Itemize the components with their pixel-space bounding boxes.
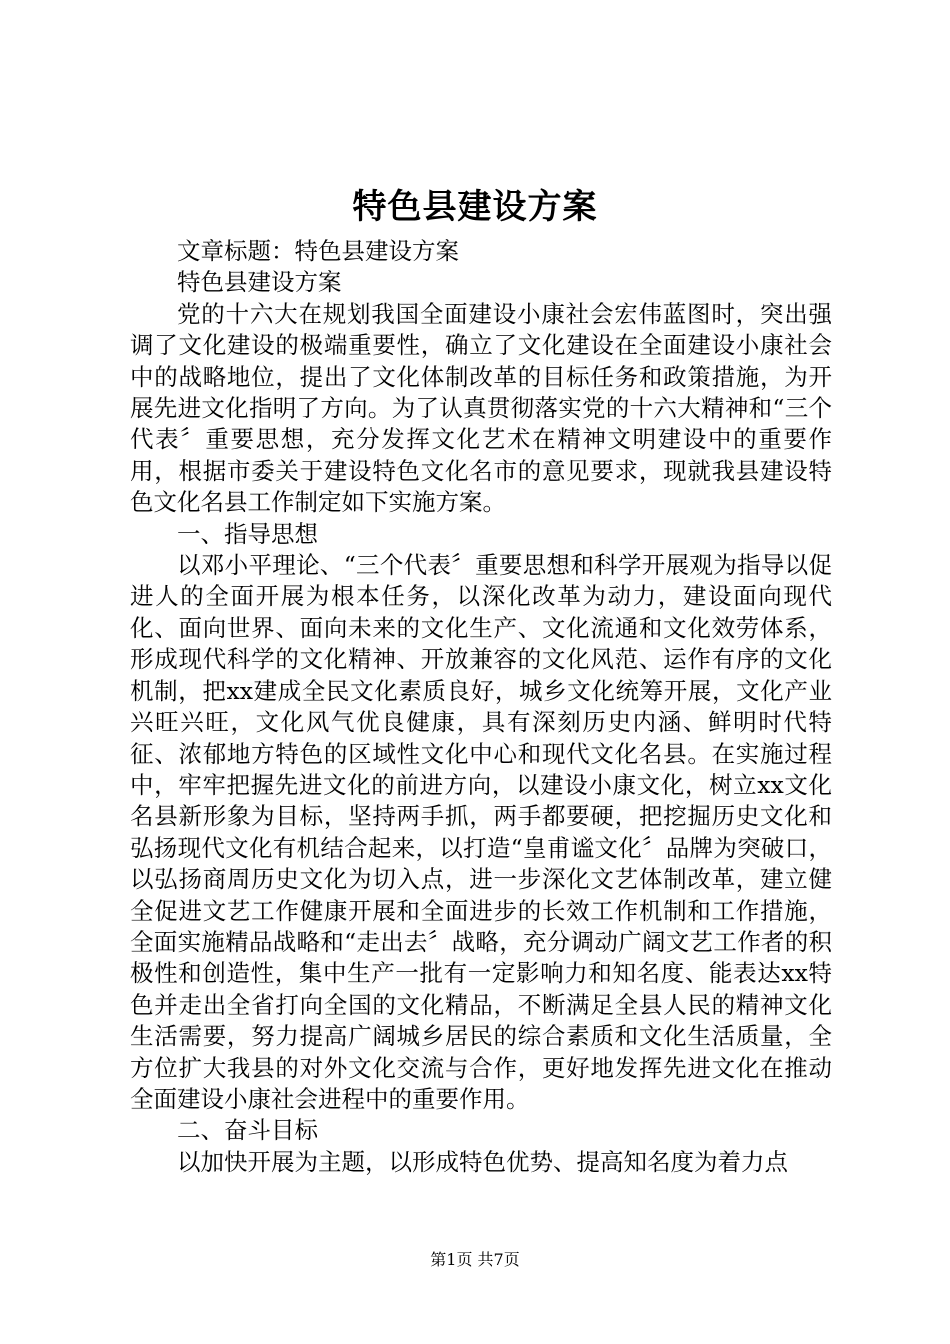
document-body (130, 236, 832, 1178)
section-heading-goals: 二、奋斗目标 (177, 1116, 318, 1145)
article-title-line: 文章标题：特色县建设方案 (177, 237, 459, 265)
page-number-footer: 第1页 共7页 (430, 1250, 520, 1269)
section-heading-guiding-ideology: 一、指导思想 (177, 519, 318, 548)
goals-paragraph: 以加快开展为主题，以形成特色优势、提高知名度为着力点 (177, 1147, 788, 1176)
subtitle-line: 特色县建设方案 (177, 268, 342, 297)
document-title: 特色县建设方案 (352, 187, 598, 227)
guiding-ideology-paragraph: 以邓小平理论、“三个代表〞重要思想和科学开展观为指导以促进人的全面开展为根本任务，以深化改革为动力，建设面向现代化、面向世界、面向未来的文化生产、文化流通和文化效劳体系，形成现代科学的文化精神、开放兼容的文化风范、运作有序的文化机制，把xx建成全民文化素质良好，城乡文化统筹开展，文化产业兴旺兴旺，文化风气优良健康，具有深刻历史内涵、鲜明时代特征、浓郁地方特色的区域性文化中心和现代文化名县。在实施过程中，牢牢把握先进文化的前进方向，以建设小康文化，树立xx文化名县新形象为目标，坚持两手抓，两手都要硬，把挖掘历史文化和弘扬现代文化有机结合起来，以打造“皇甫谧文化〞品牌为突破口，以弘扬商周历史文化为切入点，进一步深化文艺体制改革，建立健全促进文艺工作健康开展和全面进步的长效工作机制和工作措施，全面实施精品战略和“走出去〞战略，充分调动广阔文艺工作者的积极性和创造性，集中生产一批有一定影响力和知名度、能表达xx特色并走出全省打向全国的文化精品，不断满足全县人民的精神文化生活需要，努力提高广阔城乡居民的综合素质和文化生活质量，全方位扩大我县的对外文化交流与合作，更好地发挥先进文化在推动全面建设小康社会进程中的重要作用。 (130, 551, 832, 1113)
intro-paragraph: 党的十六大在规划我国全面建设小康社会宏伟蓝图时，突出强调了文化建设的极端重要性，确立了文化建设在全面建设小康社会中的战略地位，提出了文化体制改革的目标任务和政策措施，为开展先进文化指明了方向。为了认真贯彻落实党的十六大精神和“三个代表〞重要思想，充分发挥文化艺术在精神文明建设中的重要作用，根据市委关于建设特色文化名市的意见要求，现就我县建设特色文化名县工作制定如下实施方案。 (130, 299, 832, 517)
